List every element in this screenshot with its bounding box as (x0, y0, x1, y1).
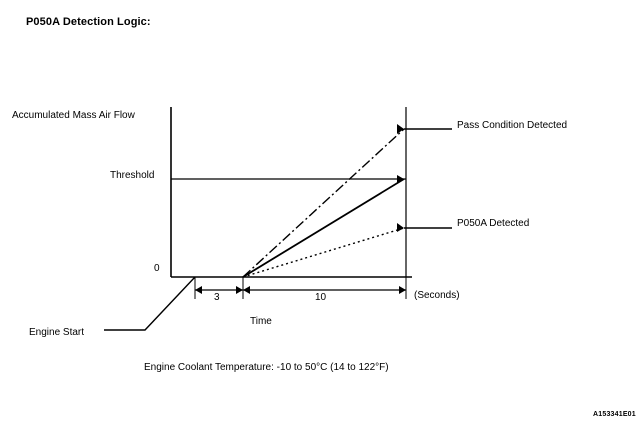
p050a-arrowhead (397, 223, 404, 232)
y-axis-label: Accumulated Mass Air Flow (12, 110, 135, 121)
segment-10-label: 10 (315, 292, 327, 303)
dim-3s-right-arrow (236, 286, 243, 294)
engine-start-leader (104, 277, 195, 330)
pass-condition-label: Pass Condition Detected (457, 120, 568, 131)
series-pass-condition (243, 129, 404, 277)
coolant-temperature-note: Engine Coolant Temperature: -10 to 50°C (14 to 122°F) (144, 362, 389, 373)
threshold-label: Threshold (110, 170, 155, 181)
x-axis-label: Time (250, 316, 272, 327)
figure-code-label: A153341E01 (593, 411, 636, 418)
threshold-arrowhead (397, 175, 404, 184)
series-p050a-detected (243, 228, 404, 277)
p050a-detected-label: P050A Detected (457, 218, 530, 229)
origin-label: 0 (154, 263, 160, 274)
pass-condition-arrowhead (397, 124, 404, 134)
segment-3-label: 3 (214, 292, 220, 303)
dim-10s-right-arrow (399, 286, 406, 294)
seconds-unit-label: (Seconds) (414, 290, 460, 301)
dim-3s-left-arrow (195, 286, 202, 294)
series-threshold-reached (243, 179, 404, 277)
dim-10s-left-arrow (243, 286, 250, 294)
engine-start-label: Engine Start (29, 327, 85, 338)
figure-title: P050A Detection Logic: (26, 16, 151, 28)
